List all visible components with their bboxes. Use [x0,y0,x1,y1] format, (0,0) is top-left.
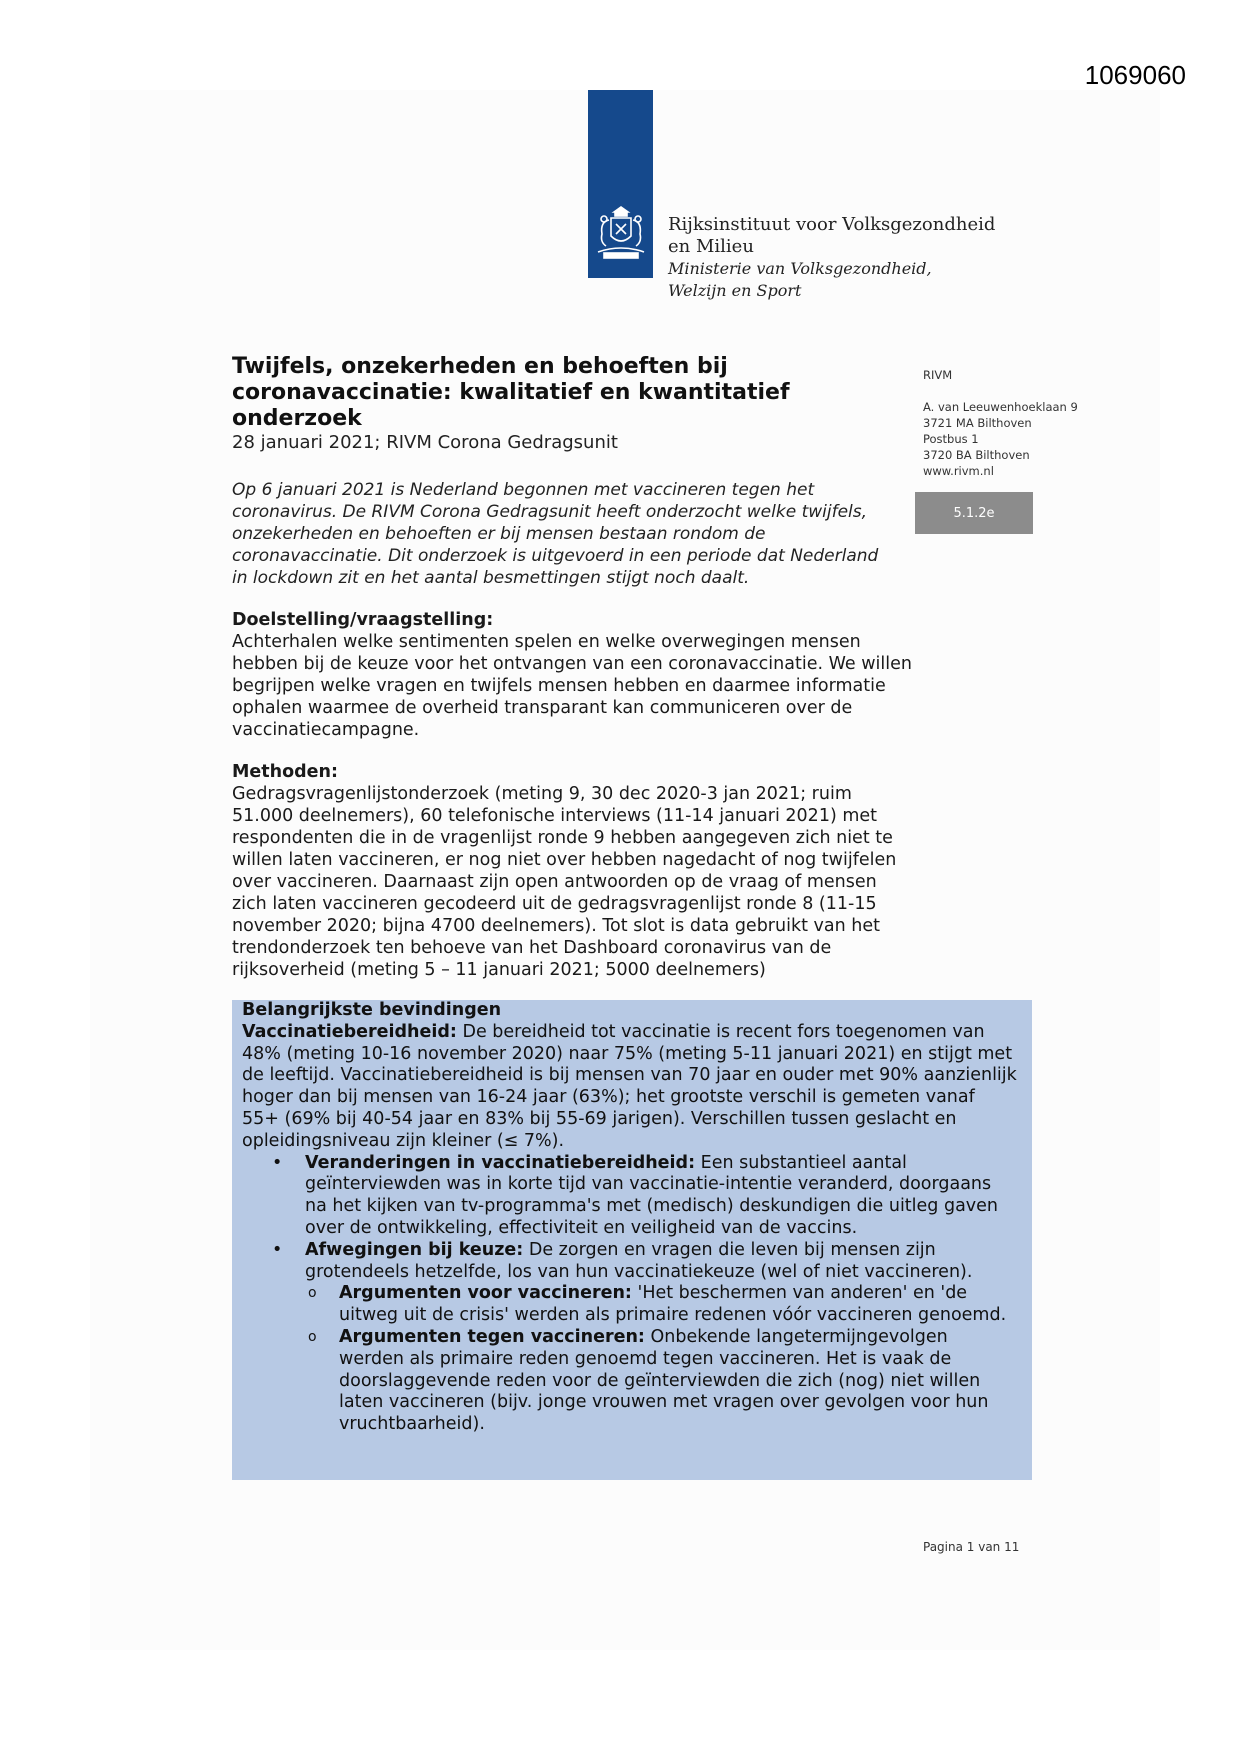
circle-bullet-icon: o [308,1285,317,1302]
sidebar-org: RIVM [923,368,953,382]
sub2-text: Onbekende langetermijngevolgen werden als primaire reden genoemd tegen vaccineren. Het is vaak de doorslaggevende reden voor de geïnterviewden die zich (nog) niet willen laten vaccineren (bijv. jonge vrouwen met vragen over gevolgen voor hun vruchtbaarheid). [339,1326,989,1435]
organization-logo-text [668,214,995,302]
readiness-text: De bereidheid tot vaccinatie is recent fors toegenomen van 48% (meting 10-16 november 2020) naar 75% (meting 5-11 januari 2021) en stijgt met de leeftijd. Vaccinatiebereidheid is bij mensen van 70 jaar en ouder met 90% aanzienlijk hoger dan bij mensen van 16-24 jaar (63%); het grootste verschil is gemeten vanaf 55+ (69% bij 40-54 jaar en 83% bij 55-69 jarigen). Verschillen tussen geslacht en opleidingsniveau zijn kleiner (≤ 7%). [242,1021,1017,1151]
sub2-label: Argumenten tegen vaccineren: [339,1326,645,1347]
circle-bullet-icon: o [308,1328,317,1345]
coat-of-arms-icon [592,204,650,264]
findings-heading: Belangrijkste bevindingen [242,1000,502,1020]
redaction-tag: 5.1.2e [915,492,1033,534]
methods-section [232,761,912,981]
bullet-icon: • [272,1152,283,1173]
intro-paragraph: Op 6 januari 2021 is Nederland begonnen met vaccineren tegen het coronavirus. De RIVM Corona Gedragsunit heeft onderzocht welke twijfels, onzekerheden en behoeften er bij mensen bestaan rondom de coronavaccinatie. Dit onderzoek is uitgevoerd in een periode dat Nederland in lockdown zit en het aantal besmettingen stijgt noch daalt. [232,480,879,588]
sidebar-website[interactable]: www.rivm.nl [923,464,994,478]
readiness-label: Vaccinatiebereidheid: [242,1021,457,1042]
org-name-line1: Rijksinstituut voor Volksgezondheid [668,214,996,235]
document-title: Twijfels, onzekerheden en behoeften bij coronavaccinatie: kwalitatief en kwantitatief onderzoek [232,354,790,431]
findings-box [232,1000,1032,1480]
document-number: 1069060 [1084,60,1186,90]
sub1-text: 'Het beschermen van anderen' en 'de uitweg uit de crisis' werden als primaire redenen vóór vaccineren genoemd. [339,1283,1007,1326]
sidebar-postbus: Postbus 1 [923,432,979,446]
sidebar-address [923,367,1078,479]
goal-section [232,609,912,741]
sidebar-address-line2: 3721 MA Bilthoven [923,416,1032,430]
ministry-line2: Welzijn en Sport [668,281,802,300]
ministry-line1: Ministerie van Volksgezondheid, [668,259,932,278]
sidebar-address-line1: A. van Leeuwenhoeklaan 9 [923,400,1078,414]
bullet2-text: De zorgen en vragen die leven bij mensen zijn grotendeels hetzelfde, los van hun vaccinatiekeuze (wel of niet vaccineren). [305,1239,973,1282]
list-item [242,1153,1017,1240]
logo-bar [588,90,653,278]
sub1-label: Argumenten voor vaccineren: [339,1283,632,1304]
list-item [242,1240,1017,1284]
list-item [242,1327,1017,1436]
sidebar-postcode: 3720 BA Bilthoven [923,448,1030,462]
bullet1-text: Een substantieel aantal geïnterviewden was in korte tijd van vaccinatie-intentie veranderd, doorgaans na het kijken van tv-programma's met (medisch) deskundigen die uitleg gaven over de ontwikkeling, effectiviteit en veiligheid van de vaccins. [305,1152,999,1238]
goal-text: Achterhalen welke sentimenten spelen en welke overwegingen mensen hebben bij de keuze voor het ontvangen van een coronavaccinatie. We willen begrijpen welke vragen en twijfels mensen hebben en daarmee informatie ophalen waarmee de overheid transparant kan communiceren over de vaccinatiecampagne. [232,632,912,740]
bullet2-label: Afwegingen bij keuze: [305,1239,524,1260]
methods-text: Gedragsvragenlijstonderzoek (meting 9, 30 dec 2020-3 jan 2021; ruim 51.000 deelnemers), 60 telefonische interviews (11-14 januari 2021) met respondenten die in de vragenlijst ronde 9 hebben aangegeven zich niet te willen laten vaccineren, er nog niet over hebben nagedacht of nog twijfelen over vaccineren. Daarnaast zijn open antwoorden op de vraag of mensen zich laten vaccineren gecodeerd uit de gedragsvragenlijst ronde 8 (11-15 november 2020; bijna 4700 deelnemers). Tot slot is data gebruikt van het trendonderzoek ten behoeve van het Dashboard coronavirus van de rijksoverheid (meting 5 – 11 januari 2021; 5000 deelnemers) [232,784,897,980]
readiness-paragraph [242,1022,1017,1153]
page-number: Pagina 1 van 11 [923,1540,1020,1554]
bullet-icon: • [272,1239,283,1260]
list-item [242,1283,1017,1327]
goal-heading: Doelstelling/vraagstelling: [232,610,494,630]
org-name-line2: en Milieu [668,236,754,257]
document-subtitle: 28 januari 2021; RIVM Corona Gedragsunit [232,432,618,453]
bullet1-label: Veranderingen in vaccinatiebereidheid: [305,1152,696,1173]
methods-heading: Methoden: [232,762,338,782]
